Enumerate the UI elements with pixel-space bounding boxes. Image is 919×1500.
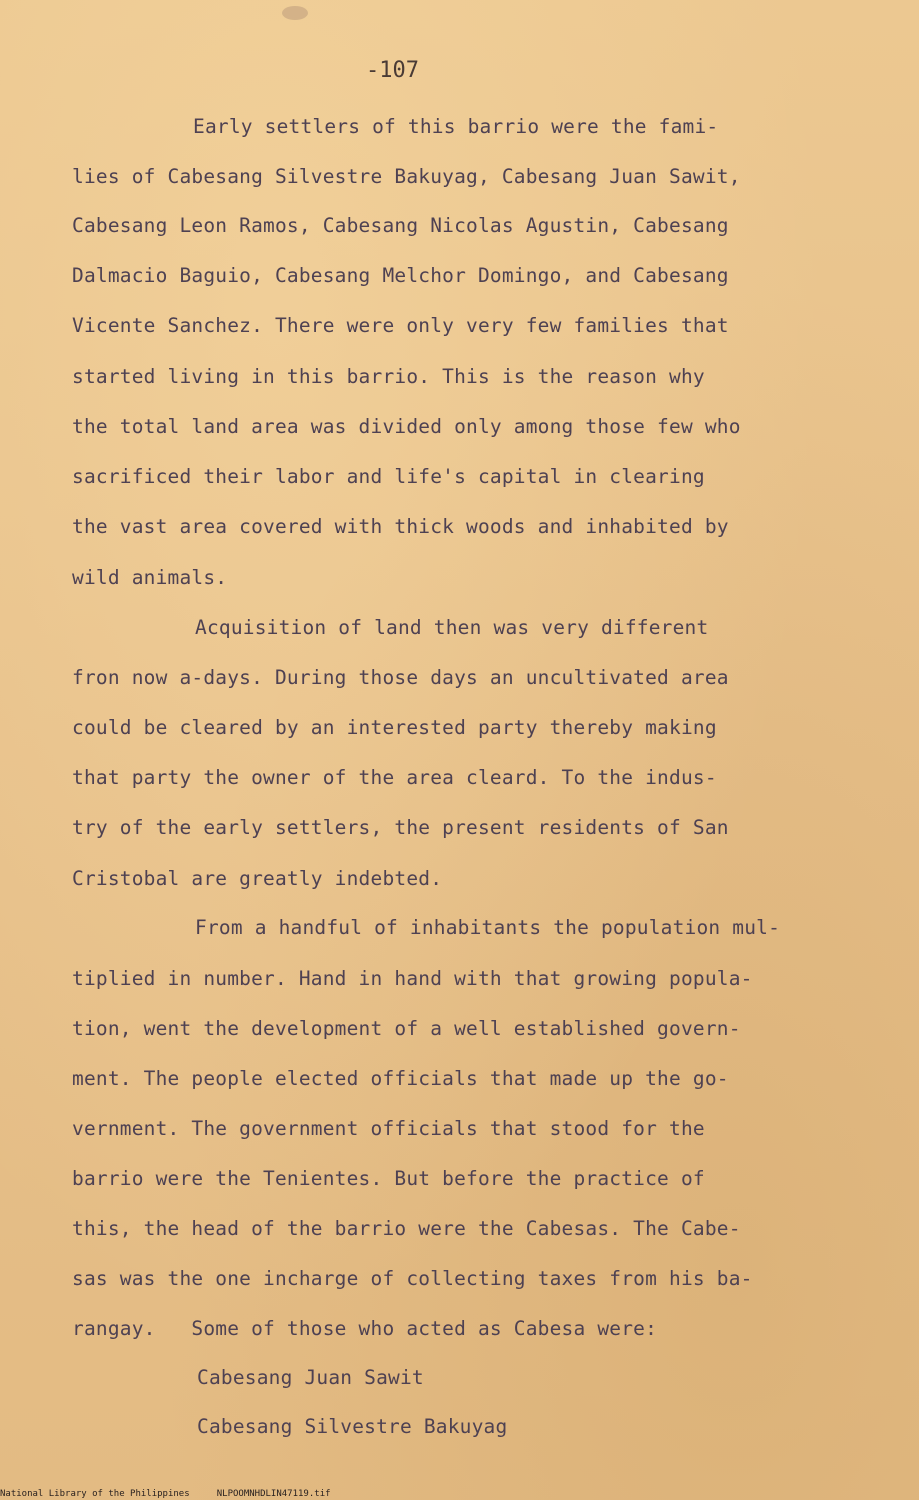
ink-smudge	[282, 6, 308, 20]
text-line: could be cleared by an interested party thereby making	[72, 716, 717, 739]
text-line: lies of Cabesang Silvestre Bakuyag, Cabesang Juan Sawit,	[72, 165, 741, 188]
text-line: that party the owner of the area cleard. To the indus-	[72, 766, 717, 789]
text-line: tiplied in number. Hand in hand with that growing popula-	[72, 967, 753, 990]
text-line: From a handful of inhabitants the population mul-	[195, 916, 781, 939]
text-line: Cabesang Silvestre Bakuyag	[197, 1415, 508, 1438]
text-line: started living in this barrio. This is the reason why	[72, 365, 705, 388]
text-line: barrio were the Tenientes. But before the practice of	[72, 1167, 705, 1190]
text-line: Early settlers of this barrio were the fami-	[193, 115, 719, 138]
text-line: Cabesang Leon Ramos, Cabesang Nicolas Agustin, Cabesang	[72, 214, 729, 237]
text-line: Acquisition of land then was very different	[195, 616, 709, 639]
text-line: the total land area was divided only among those few who	[72, 415, 741, 438]
text-line: wild animals.	[72, 566, 228, 589]
text-line: vernment. The government officials that stood for the	[72, 1117, 705, 1140]
text-line: this, the head of the barrio were the Cabesas. The Cabe-	[72, 1217, 741, 1240]
scan-footer: National Library of the Philippines NLPOOMNHDLIN47119.tif	[0, 1489, 331, 1499]
text-line: Cabesang Juan Sawit	[197, 1366, 424, 1389]
text-line: Cristobal are greatly indebted.	[72, 867, 443, 890]
text-line: sacrificed their labor and life's capital in clearing	[72, 465, 705, 488]
page-number: -107	[366, 58, 419, 83]
text-line: fron now a-days. During those days an uncultivated area	[72, 666, 729, 689]
text-line: Dalmacio Baguio, Cabesang Melchor Domingo, and Cabesang	[72, 264, 729, 287]
text-line: try of the early settlers, the present residents of San	[72, 816, 729, 839]
text-line: tion, went the development of a well established govern-	[72, 1017, 741, 1040]
text-line: the vast area covered with thick woods and inhabited by	[72, 515, 729, 538]
text-line: rangay. Some of those who acted as Cabesa were:	[72, 1317, 658, 1340]
text-line: sas was the one incharge of collecting taxes from his ba-	[72, 1267, 753, 1290]
text-line: Vicente Sanchez. There were only very few families that	[72, 314, 729, 337]
text-line: ment. The people elected officials that made up the go-	[72, 1067, 729, 1090]
